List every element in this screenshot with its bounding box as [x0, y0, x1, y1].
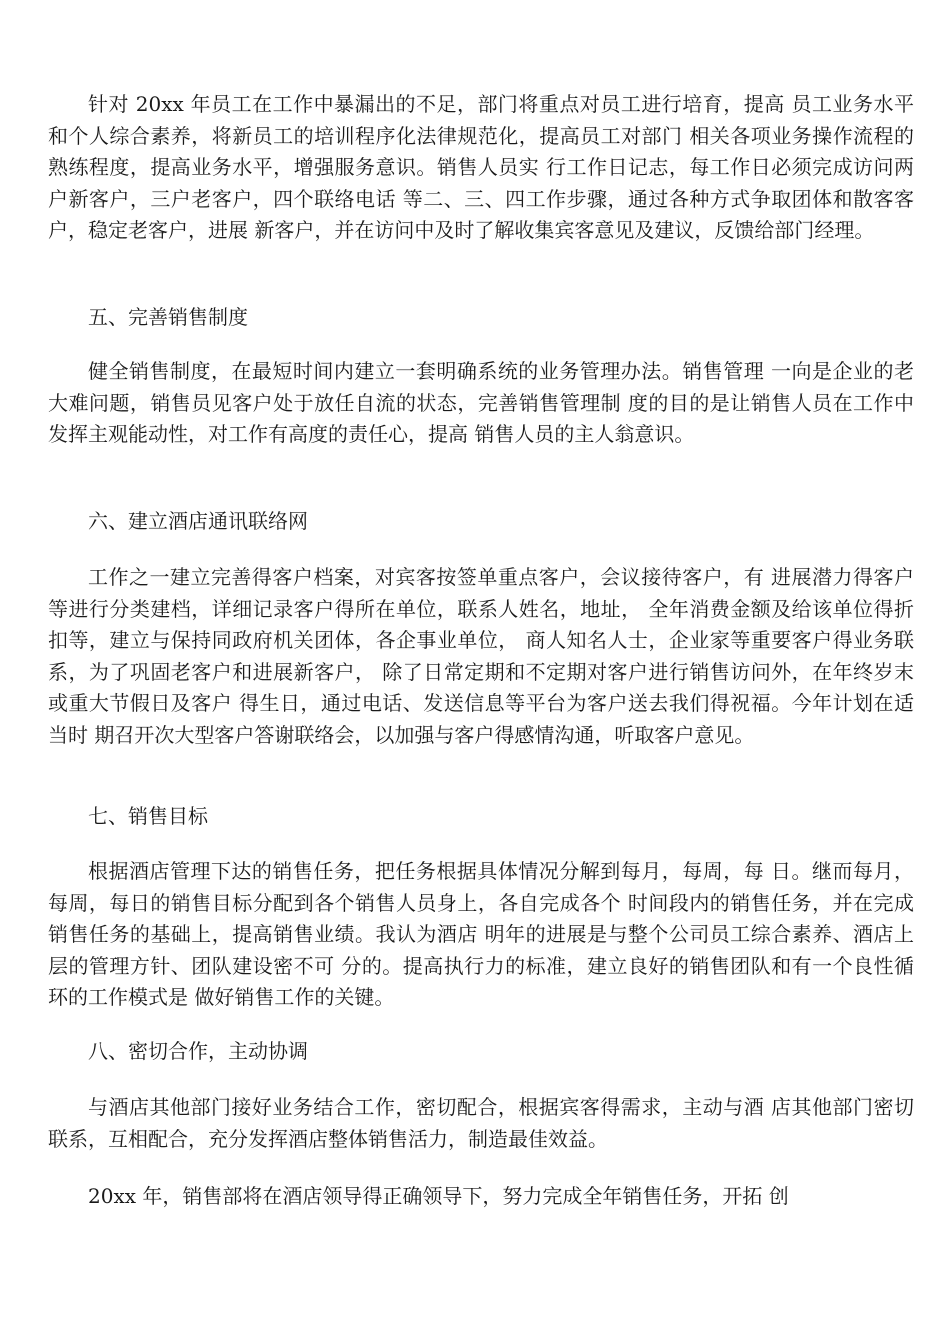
paragraph-sales-target: 根据酒店管理下达的销售任务，把任务根据具体情况分解到每月，每周，每 日。继而每月，每周，每日的销售目标分配到各个销售人员身上，各自完成各个 时间段内的销售任务，并在完成销售任务的基础上，提高销售业绩。我认为酒店 明年的进展是与整个公司员工综合素养、酒店上层的管理方针、团队建设密不可 分的。提高执行力的标准，建立良好的销售团队和有一个良性循环的工作模式是 做好销售工作的关键。	[48, 859, 914, 1010]
section-heading-8: 八、密切合作，主动协调	[88, 1039, 308, 1063]
paragraph-contact-network: 工作之一建立完善得客户档案，对宾客按签单重点客户，会议接待客户，有 进展潜力得客户等进行分类建档，详细记录客户得所在单位，联系人姓名，地址， 全年消费金额及给该单位得折扣等，建立与保持同政府机关团体，各企事业单位， 商人知名人士，企业家等重要客户得业务联系，为了巩固老客户和进展新客户， 除了日常定期和不定期对客户进行销售访问外，在年终岁末或重大节假日及客户 得生日，通过电话、发送信息等平台为客户送去我们得祝福。今年计划在适当时 期召开次大型客户答谢联络会，以加强与客户得感情沟通，听取客户意见。	[48, 565, 914, 747]
section-heading-5: 五、完善销售制度	[88, 305, 248, 329]
paragraph-cooperation: 与酒店其他部门接好业务结合工作，密切配合，根据宾客得需求，主动与酒 店其他部门密切联系，互相配合，充分发挥酒店整体销售活力，制造最佳效益。	[48, 1095, 914, 1151]
section-heading-7: 七、销售目标	[88, 804, 208, 828]
paragraph-staff-training: 针对 20xx 年员工在工作中暴漏出的不足，部门将重点对员工进行培育，提高 员工业务水平和个人综合素养，将新员工的培训程序化法律规范化，提高员工对部门 相关各项业务操作流程的熟练程度，提高业务水平，增强服务意识。销售人员实 行工作日记志，每工作日必须完成访问两户新客户，三户老客户，四个联络电话 等二、三、四工作步骤，通过各种方式争取团体和散客客户，稳定老客户，进展 新客户，并在访问中及时了解收集宾客意见及建议，反馈给部门经理。	[48, 92, 914, 243]
paragraph-sales-system: 健全销售制度，在最短时间内建立一套明确系统的业务管理办法。销售管理 一向是企业的老大难问题，销售员见客户处于放任自流的状态，完善销售管理制 度的目的是让销售人员在工作中发挥主观能动性，对工作有高度的责任心，提高 销售人员的主人翁意识。	[48, 359, 914, 447]
section-heading-6: 六、建立酒店通讯联络网	[88, 509, 308, 533]
paragraph-closing: 20xx 年，销售部将在酒店领导得正确领导下，努力完成全年销售任务，开拓 创	[88, 1184, 789, 1208]
